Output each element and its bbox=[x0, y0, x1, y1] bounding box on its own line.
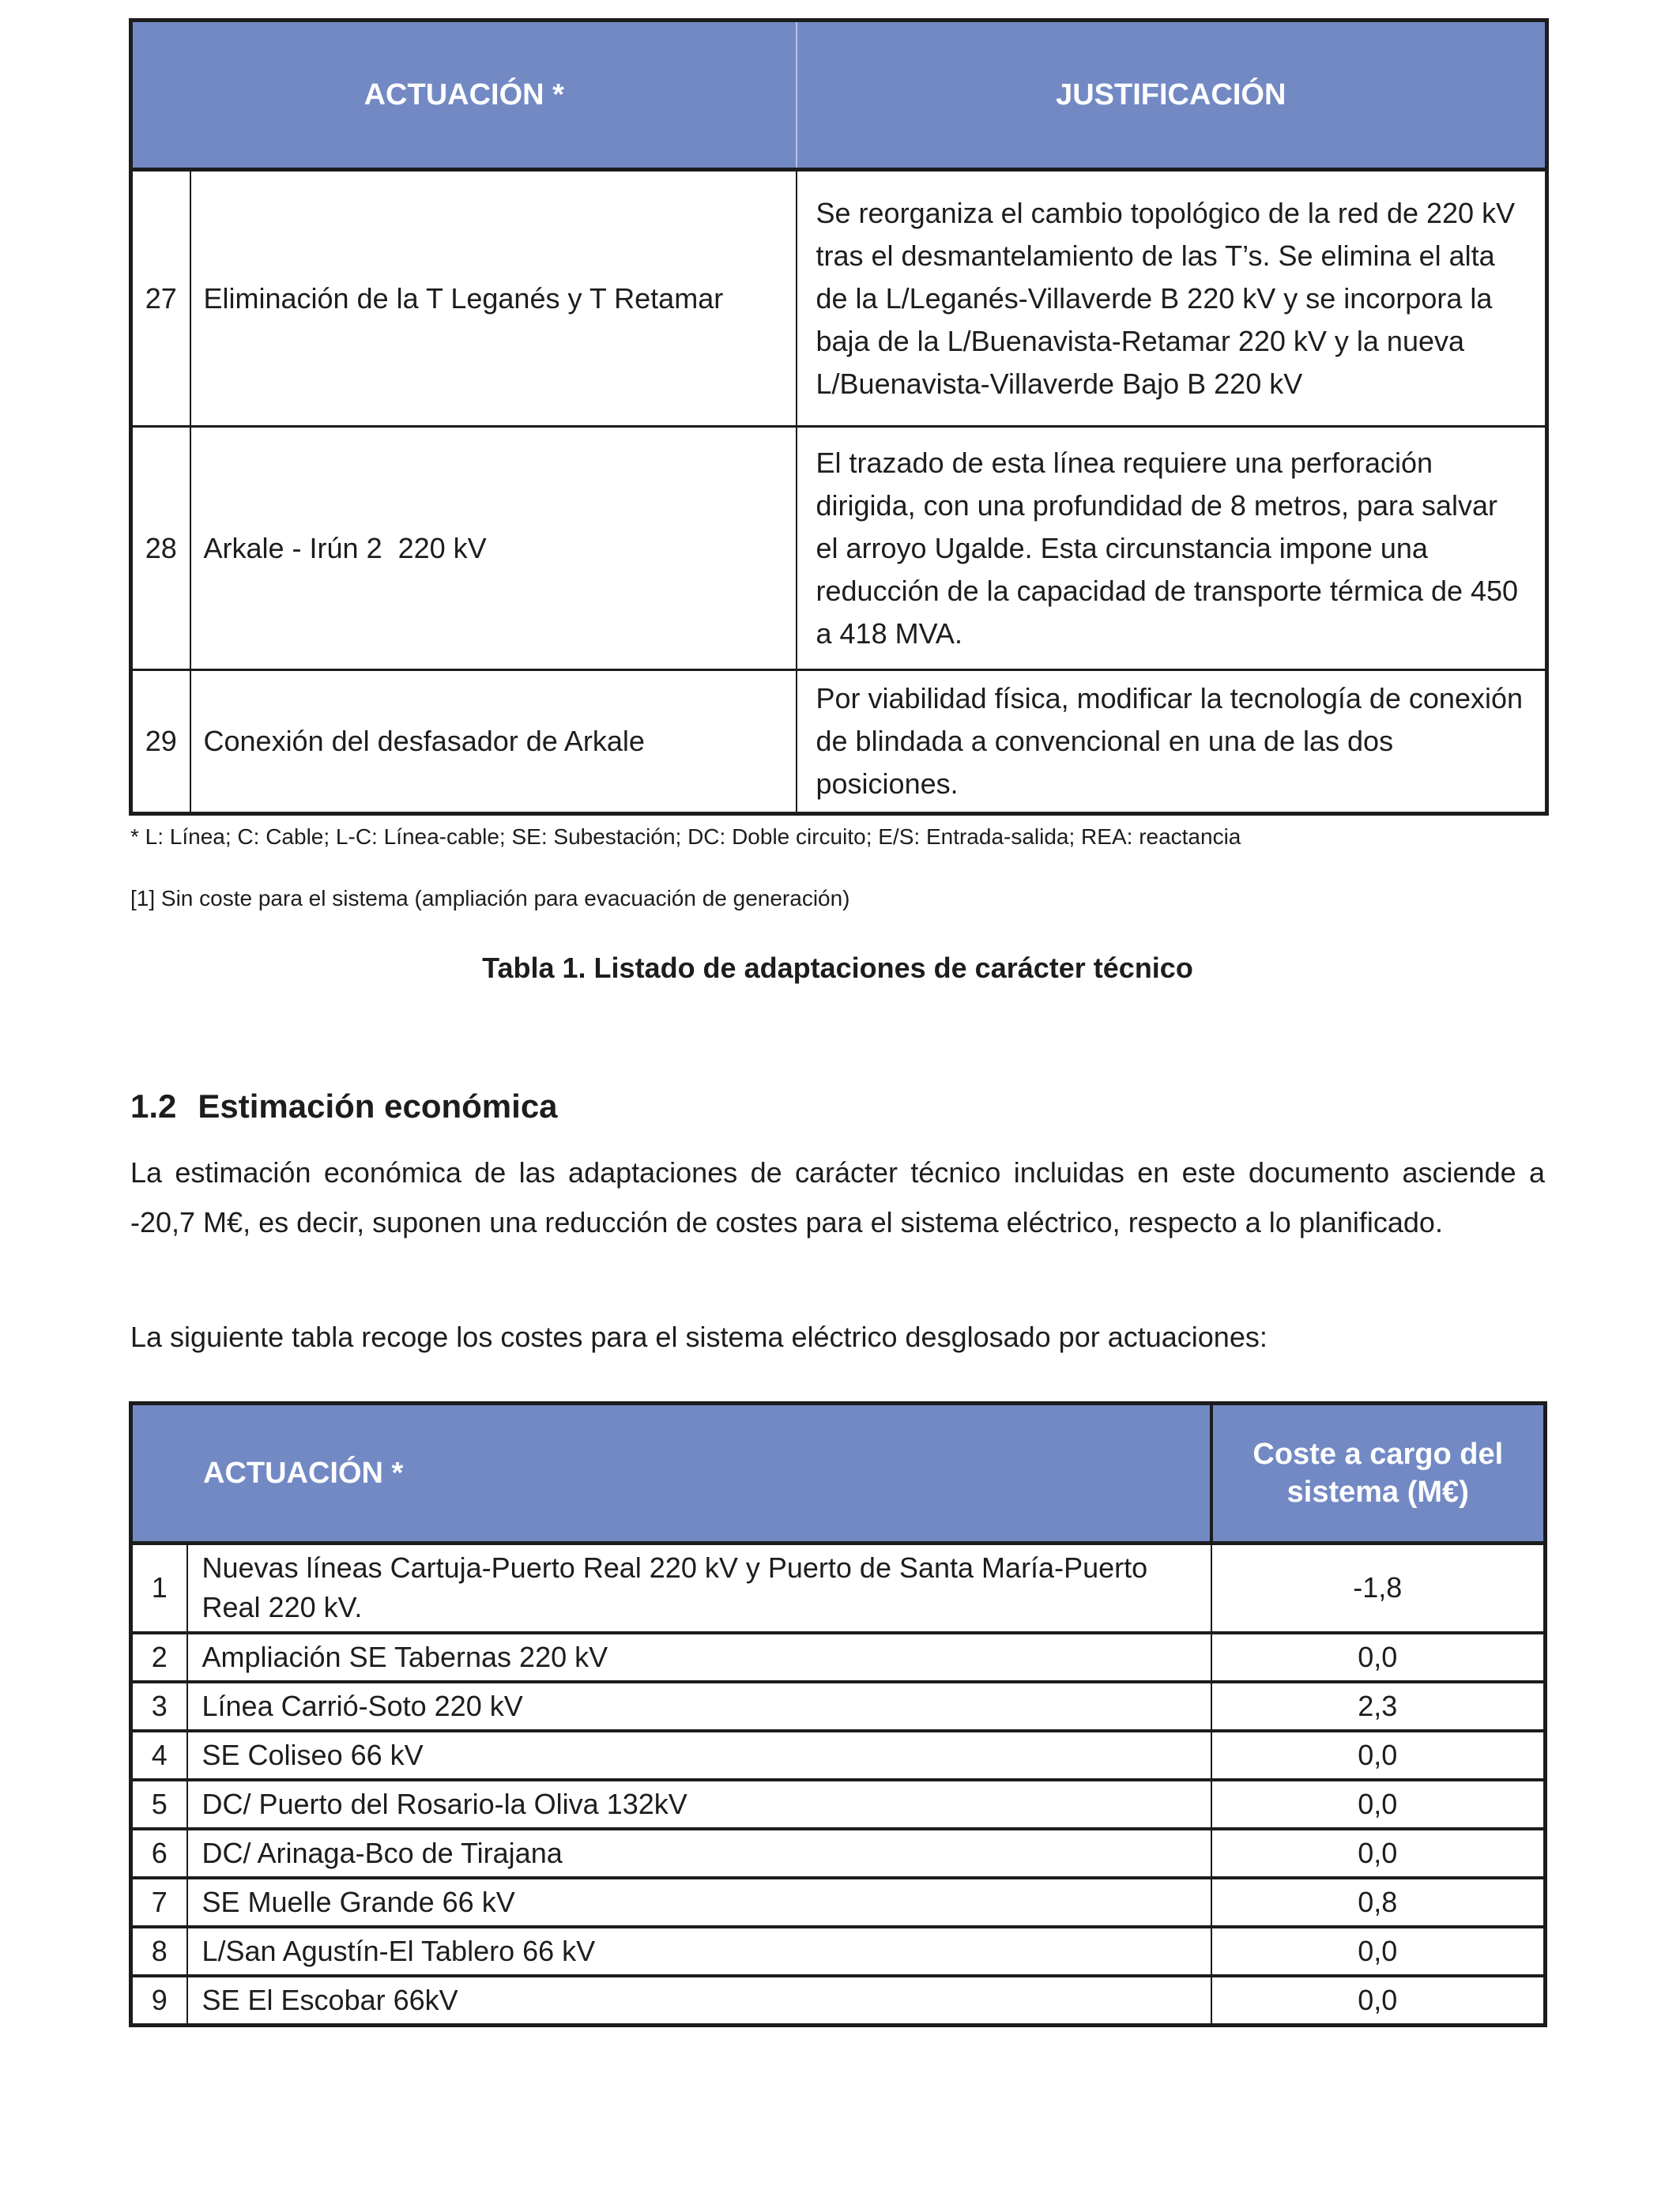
table2-header-actuacion: ACTUACIÓN * bbox=[131, 1404, 1211, 1544]
table-row bbox=[131, 1682, 1546, 1731]
table2-row-9-number: 9 bbox=[131, 1976, 187, 2026]
paragraph-estimacion: La estimación económica de las adaptaciones de carácter técnico incluidas en este documento asciende a -20,7 M€, es decir, suponen una reducción de costes para el sistema eléctrico, respecto a lo planificado. bbox=[130, 1156, 1545, 1238]
table2-row-5-number: 5 bbox=[131, 1780, 187, 1829]
table2-row-5-coste: 0,0 bbox=[1211, 1780, 1546, 1829]
section-title: Estimación económica bbox=[198, 1088, 558, 1125]
table-row bbox=[131, 170, 1547, 427]
table1-row-29-number: 29 bbox=[131, 670, 190, 814]
table2-row-6-actuacion: DC/ Arinaga-Bco de Tirajana bbox=[187, 1829, 1211, 1878]
table1-row-27-actuacion: Eliminación de la T Leganés y T Retamar bbox=[190, 170, 797, 427]
table2-row-1-number: 1 bbox=[131, 1544, 187, 1633]
table-row bbox=[131, 1976, 1546, 2026]
table1-caption: Tabla 1. Listado de adaptaciones de carácter técnico bbox=[482, 952, 1193, 984]
table-row bbox=[131, 1731, 1546, 1780]
paragraph-tabla-intro: La siguiente tabla recoge los costes para el sistema eléctrico desglosado por actuaciones: bbox=[130, 1321, 1268, 1353]
table2-row-6-coste: 0,0 bbox=[1211, 1829, 1546, 1878]
table2-row-3-coste: 2,3 bbox=[1211, 1682, 1546, 1731]
table2-row-2-actuacion: Ampliación SE Tabernas 220 kV bbox=[187, 1633, 1211, 1682]
table2-row-4-number: 4 bbox=[131, 1731, 187, 1780]
footnote-abbreviations: * L: Línea; C: Cable; L-C: Línea-cable; SE: Subestación; DC: Doble circuito; E/S: Entrada-salida; REA: reactancia bbox=[130, 824, 1241, 849]
table1-row-28-number: 28 bbox=[131, 427, 190, 670]
table1-row-28-actuacion: Arkale - Irún 2 220 kV bbox=[190, 427, 797, 670]
table2-row-4-actuacion: SE Coliseo 66 kV bbox=[187, 1731, 1211, 1780]
table2-row-8-coste: 0,0 bbox=[1211, 1927, 1546, 1976]
table1-row-27-justificacion: Se reorganiza el cambio topológico de la red de 220 kV tras el desmantelamiento de las T’s. Se elimina el alta de la L/Leganés-Villaverde B 220 kV y se incorpora la baja de la L/Buenavista-Retamar 220 kV y la nueva L/Buenavista-Villaverde Bajo B 220 kV bbox=[797, 170, 1547, 427]
table2-row-9-coste: 0,0 bbox=[1211, 1976, 1546, 2026]
table2-row-2-coste: 0,0 bbox=[1211, 1633, 1546, 1682]
table1-row-29-justificacion: Por viabilidad física, modificar la tecnología de conexión de blindada a convencional en una de las dos posiciones. bbox=[797, 670, 1547, 814]
table1-header-justificacion: JUSTIFICACIÓN bbox=[797, 21, 1547, 170]
table2-row-3-number: 3 bbox=[131, 1682, 187, 1731]
footnote-note1: [1] Sin coste para el sistema (ampliación para evacuación de generación) bbox=[130, 886, 850, 910]
table2-row-5-actuacion: DC/ Puerto del Rosario-la Oliva 132kV bbox=[187, 1780, 1211, 1829]
table-row bbox=[131, 670, 1547, 814]
table2-row-8-number: 8 bbox=[131, 1927, 187, 1976]
table2-row-9-actuacion: SE El Escobar 66kV bbox=[187, 1976, 1211, 2026]
table2-header-coste: Coste a cargo del sistema (M€) bbox=[1211, 1404, 1546, 1544]
table2-row-1-coste: -1,8 bbox=[1211, 1544, 1546, 1633]
table-row bbox=[131, 1829, 1546, 1878]
table-row bbox=[131, 1633, 1546, 1682]
table1-header-actuacion: ACTUACIÓN * bbox=[131, 21, 797, 170]
table2-row-4-coste: 0,0 bbox=[1211, 1731, 1546, 1780]
table-row bbox=[131, 1927, 1546, 1976]
table1-row-28-justificacion: El trazado de esta línea requiere una perforación dirigida, con una profundidad de 8 metros, para salvar el arroyo Ugalde. Esta circunstancia impone una reducción de la capacidad de transporte térmica de 450 a 418 MVA. bbox=[797, 427, 1547, 670]
table-row bbox=[131, 427, 1547, 670]
table2-row-7-coste: 0,8 bbox=[1211, 1878, 1546, 1927]
table2-header-row bbox=[131, 1404, 1546, 1544]
table-row bbox=[131, 1544, 1546, 1633]
section-heading bbox=[130, 1086, 1545, 1127]
table-row bbox=[131, 1878, 1546, 1927]
table-adaptaciones-tecnicas bbox=[129, 18, 1549, 816]
table2-row-6-number: 6 bbox=[131, 1829, 187, 1878]
table2-row-7-number: 7 bbox=[131, 1878, 187, 1927]
table2-row-2-number: 2 bbox=[131, 1633, 187, 1682]
table2-row-1-actuacion: Nuevas líneas Cartuja-Puerto Real 220 kV y Puerto de Santa María-Puerto Real 220 kV. bbox=[187, 1544, 1211, 1633]
table1-row-29-actuacion: Conexión del desfasador de Arkale bbox=[190, 670, 797, 814]
table1-header-row bbox=[131, 21, 1547, 170]
table2-row-3-actuacion: Línea Carrió-Soto 220 kV bbox=[187, 1682, 1211, 1731]
table2-row-8-actuacion: L/San Agustín-El Tablero 66 kV bbox=[187, 1927, 1211, 1976]
section-number: 1.2 bbox=[130, 1088, 177, 1125]
table2-row-7-actuacion: SE Muelle Grande 66 kV bbox=[187, 1878, 1211, 1927]
table-costes-actuaciones bbox=[129, 1401, 1547, 2027]
table-row bbox=[131, 1780, 1546, 1829]
table1-row-27-number: 27 bbox=[131, 170, 190, 427]
